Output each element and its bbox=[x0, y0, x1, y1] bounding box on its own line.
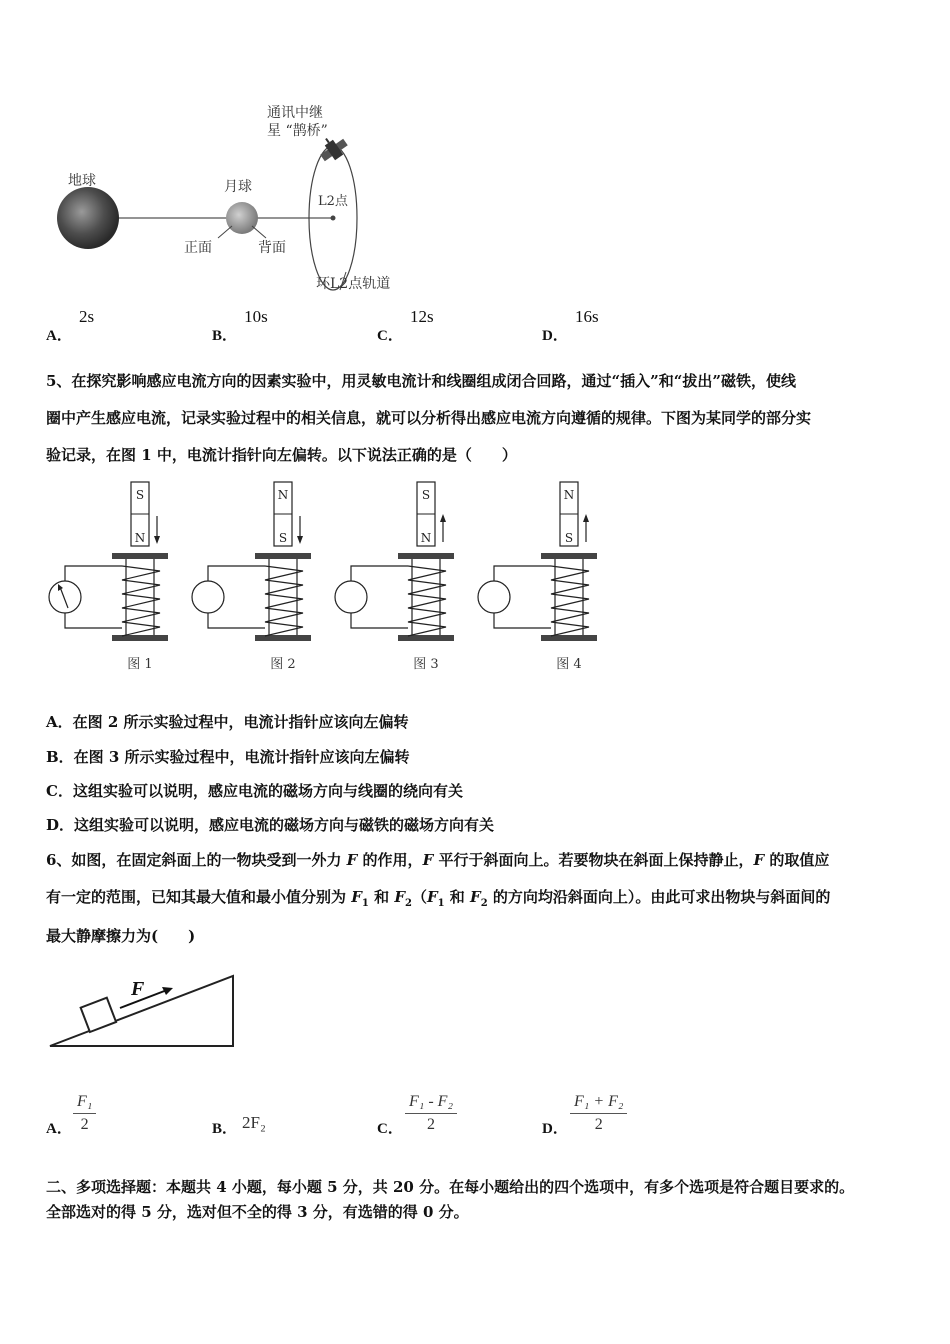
q6-option-a-fraction: F₁ 2 bbox=[73, 1093, 96, 1134]
q5-choice-d[interactable]: D．这组实验可以说明，感应电流的磁场方向与磁铁的磁场方向有关 bbox=[46, 816, 495, 834]
q5-choice-a[interactable]: A．在图 2 所示实验过程中，电流计指针应该向左偏转 bbox=[46, 713, 409, 731]
coil-top-plate-2 bbox=[255, 553, 311, 559]
coil-bottom-plate-4 bbox=[541, 635, 597, 641]
force-label: F bbox=[131, 978, 145, 1000]
coil-bottom-plate-1 bbox=[112, 635, 168, 641]
q5-stem-line-1: 5、在探究影响感应电流方向的因素实验中，用灵敏电流计和线圈组成闭合回路，通过“插入”和“拔出”磁铁，使线 bbox=[46, 372, 796, 390]
figure-caption-1: 图 1 bbox=[127, 657, 153, 672]
magnet-bottom-pole-1: N bbox=[134, 531, 146, 545]
figure-caption-4: 图 4 bbox=[556, 657, 582, 672]
q5-stem-line-2: 圈中产生感应电流，记录实验过程中的相关信息，就可以分析得出感应电流方向遵循的规律。下图为某同学的部分实 bbox=[46, 409, 812, 427]
magnet-top-pole-4: N bbox=[563, 488, 575, 502]
q6-stem-line-2: 有一定的范围，已知其最大值和最小值分别为 $F_1$ 和 $F_2(F_1$ 和 $F_2$ 的方向均沿斜面向上）。由此可求出物块与斜面间的 bbox=[46, 888, 831, 909]
earth-moon-l2-figure bbox=[40, 95, 420, 300]
q6-stem-line-3: 最大静摩擦力为( ) bbox=[46, 927, 196, 945]
q6-option-a-label[interactable]: A． bbox=[46, 1121, 72, 1137]
q4-option-a[interactable]: A． 2s bbox=[46, 307, 95, 344]
coil-top-plate-1 bbox=[112, 553, 168, 559]
magnet-bottom-pole-2: S bbox=[278, 531, 288, 545]
magnet-top-pole-3: S bbox=[421, 488, 431, 502]
relay-label-1: 通讯中继 bbox=[267, 105, 323, 121]
q6-option-c-label[interactable]: C． bbox=[377, 1121, 403, 1137]
moon-label: 月球 bbox=[224, 179, 252, 195]
orbit-label: 环L2点轨道 bbox=[316, 276, 391, 292]
q6-stem-line-1: 6、如图，在固定斜面上的一物块受到一外力 F 的作用，F 平行于斜面向上。若要物块在斜面上保持静止，F 的取值应 bbox=[46, 851, 830, 869]
q5-stem-line-3: 验记录，在图 1 中，电流计指针向左偏转。以下说法正确的是（ ） bbox=[46, 446, 517, 464]
galvanometer-2 bbox=[192, 581, 224, 613]
magnet-top-pole-1: S bbox=[135, 488, 145, 502]
coil-top-plate-4 bbox=[541, 553, 597, 559]
coil-top-plate-3 bbox=[398, 553, 454, 559]
coil-bottom-plate-2 bbox=[255, 635, 311, 641]
moon-icon bbox=[226, 202, 258, 234]
figure-caption-3: 图 3 bbox=[413, 657, 439, 672]
galvanometer-3 bbox=[335, 581, 367, 613]
magnet-top-pole-2: N bbox=[277, 488, 289, 502]
magnet-bottom-pole-3: N bbox=[420, 531, 432, 545]
coil-bottom-plate-3 bbox=[398, 635, 454, 641]
section2-heading-line-2: 全部选对的得 5 分，选对但不全的得 3 分，有选错的得 0 分。 bbox=[46, 1203, 469, 1221]
q6-option-d-fraction: F₁ + F₂ 2 bbox=[570, 1093, 627, 1134]
section2-heading-line-1: 二、多项选择题：本题共 4 小题，每小题 5 分，共 20 分。在每小题给出的四个选项中，有多个选项是符合题目要求的。 bbox=[46, 1178, 855, 1196]
q6-option-d-label[interactable]: D． bbox=[542, 1121, 568, 1137]
magnet-bottom-pole-4: S bbox=[564, 531, 574, 545]
q4-option-c[interactable]: C． 12s bbox=[377, 307, 434, 344]
incline-figure bbox=[45, 968, 240, 1050]
q6-option-b-value: 2F₂ bbox=[242, 1113, 266, 1132]
figure-caption-2: 图 2 bbox=[270, 657, 296, 672]
earth-icon bbox=[57, 187, 119, 249]
front-label: 正面 bbox=[184, 240, 212, 256]
block bbox=[81, 998, 116, 1032]
back-label: 背面 bbox=[258, 240, 286, 256]
earth-label: 地球 bbox=[68, 173, 96, 189]
galvanometer-4 bbox=[478, 581, 510, 613]
q4-option-d[interactable]: D． 16s bbox=[542, 307, 599, 344]
coil-experiment-figures bbox=[40, 478, 610, 678]
galvanometer-1 bbox=[49, 581, 81, 613]
relay-label-2: 星 “鹊桥” bbox=[267, 123, 328, 139]
q6-option-b-label[interactable]: B． bbox=[212, 1121, 238, 1137]
q4-option-b[interactable]: B． 10s bbox=[212, 307, 268, 344]
q5-choice-b[interactable]: B．在图 3 所示实验过程中，电流计指针应该向左偏转 bbox=[46, 748, 410, 766]
q6-option-c-fraction: F₁ - F₂ 2 bbox=[405, 1093, 457, 1134]
q5-choice-c[interactable]: C．这组实验可以说明，感应电流的磁场方向与线圈的绕向有关 bbox=[46, 782, 463, 800]
l2-point-label: L2点 bbox=[318, 194, 348, 209]
